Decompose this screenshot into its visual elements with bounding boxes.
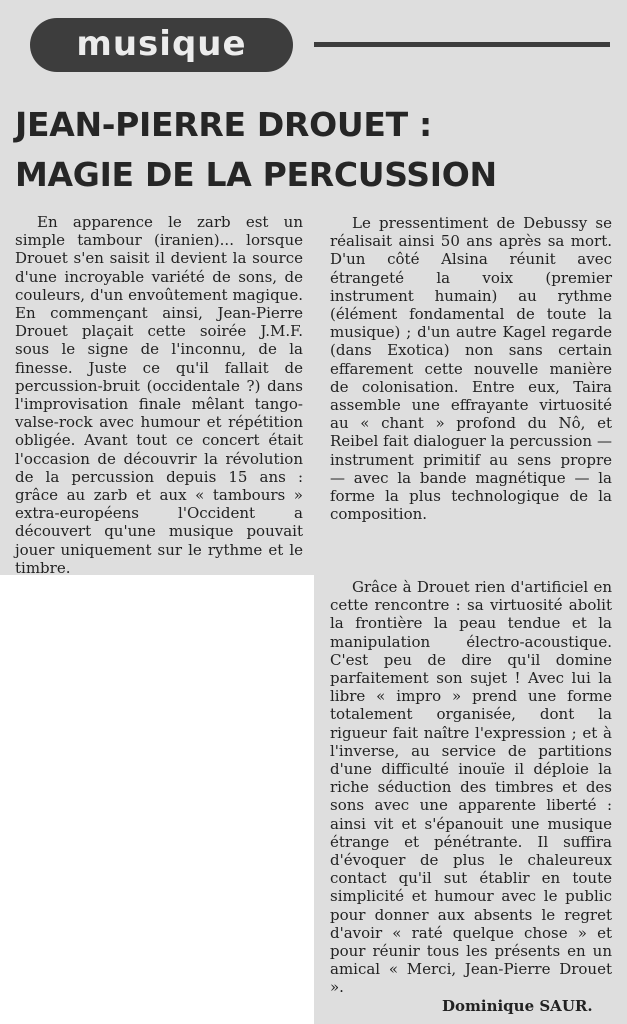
article-column-1 (15, 213, 303, 577)
header-rule (314, 42, 610, 47)
section-label: musique (76, 24, 247, 64)
headline-line-1: JEAN-PIERRE DROUET : (15, 105, 432, 144)
article-column-2 (330, 214, 612, 523)
paragraph-1: En apparence le zarb est un simple tambour (iranien)... lorsque Drouet s'en saisit il devient la source d'une incroyable variété de sons, de couleurs, d'un envoûtement magique. En commençant ainsi, Jean-Pierre Drouet plaçait cette soirée J.M.F. sous le signe de l'inconnu, de la finesse. Juste ce qu'il fallait de percussion-bruit (occidentale ?) dans l'improvisation finale mêlant tango-valse-rock avec humour et répétition obligée. Avant tout ce concert était l'occasion de découvrir la révolution de la percussion depuis 15 ans : grâce au zarb et aux « tambours » extra-européens l'Occident a découvert qu'une musique pouvait jouer uniquement sur le rythme et le timbre. (15, 213, 303, 577)
paragraph-2: Le pressentiment de Debussy se réalisait ainsi 50 ans après sa mort. D'un côté Alsina réunit avec étrangeté la voix (premier instrument humain) au rythme (élément fondamental de toute la musique) ; d'un autre Kagel regarde (dans Exotica) non sans certain effarement cette nouvelle manière de colonisation. Entre eux, Taira assemble une effrayante virtuosité au « chant » profond du Nô, et Reibel fait dialoguer la percussion — instrument primitif au sens propre — avec la bande magnétique — la forme la plus technologique de la composition. (330, 214, 612, 524)
section-banner (30, 18, 293, 72)
article-column-3 (330, 578, 612, 997)
author-signature: Dominique SAUR. (442, 997, 593, 1015)
headline-line-2: MAGIE DE LA PERCUSSION (15, 155, 497, 194)
paragraph-3: Grâce à Drouet rien d'artificiel en cette rencontre : sa virtuosité abolit la frontière la peau tendue et la manipulation électro-acoustique. C'est peu de dire qu'il domine parfaitement son sujet ! Avec lui la libre « impro » prend une forme totalement organisée, dont la rigueur fait naître l'expression ; et à l'inverse, au service de partitions d'une difficulté inouïe il déploie la riche séduction des timbres et des sons avec une apparente liberté : ainsi vit et s'épanouit une musique étrange et pénétrante. Il suffira d'évoquer de plus le chaleureux contact qu'il sut établir en toute simplicité et humour avec le public pour donner aux absents le regret d'avoir « raté quelque chose » et pour réunir tous les présents en un amical « Merci, Jean-Pierre Drouet ». (330, 578, 612, 997)
